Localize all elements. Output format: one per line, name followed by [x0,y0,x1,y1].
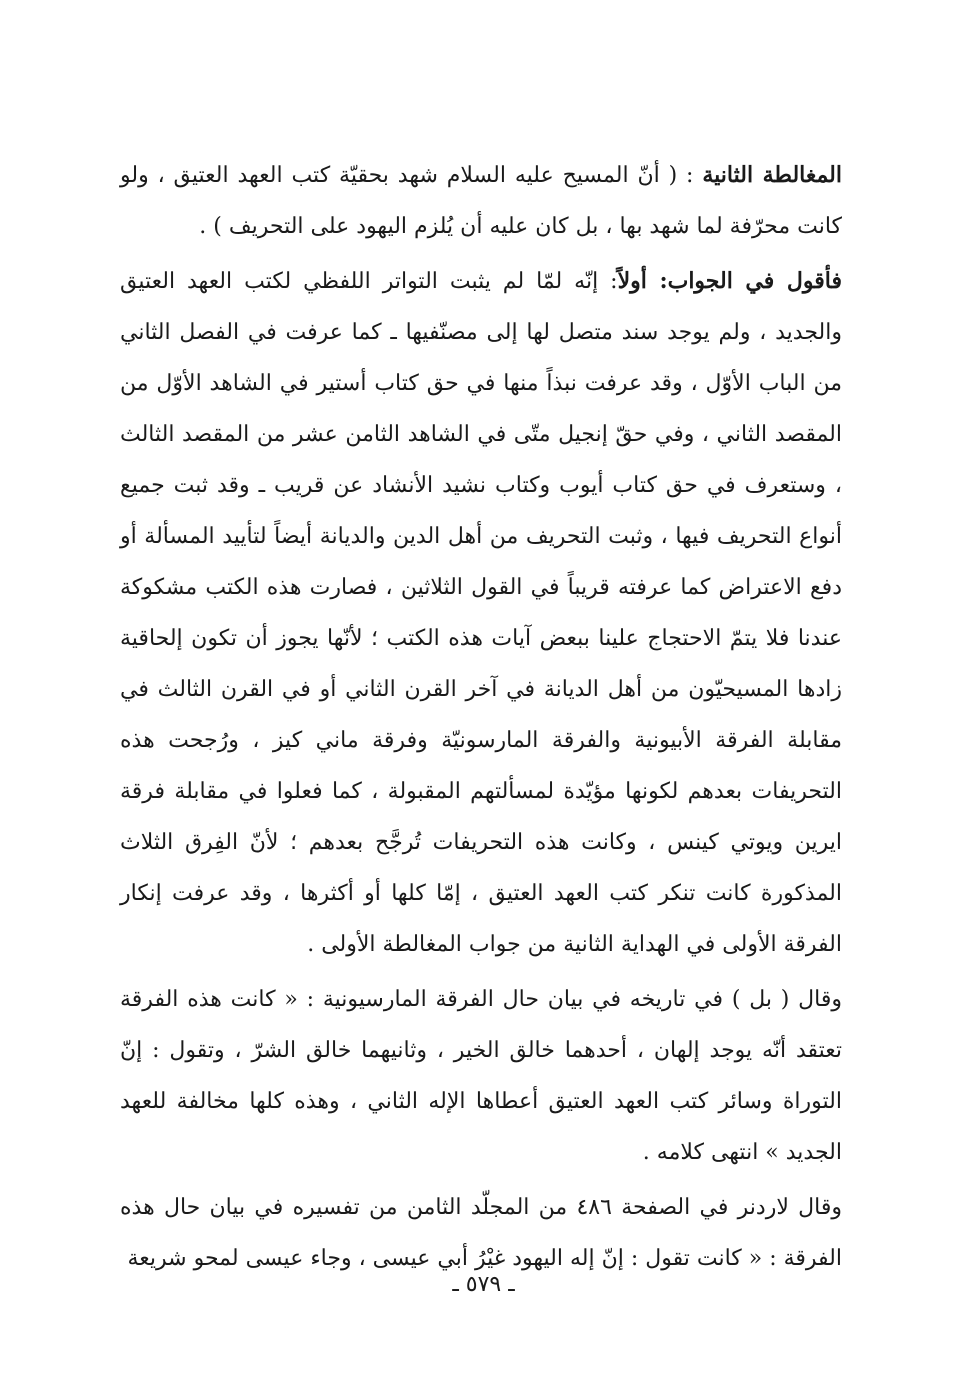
heading-answer-first: فأقول في الجواب: أولاً [617,268,842,294]
paragraph-bell-quote [120,974,842,1178]
page-body [120,150,842,1284]
page-number [0,1272,967,1297]
paragraph-text: : إنّه لمّا لم يثبت التواتر اللفظي لكتب العهد العتيق والجديد ، ولم يوجد سند متصل لها إلى مصنّفيها ـ كما عرفت في الفصل الثاني من الباب الأوّل ، وقد عرفت نبذاً منها في حق كتاب أستير في الشاهد الأوّل من المقصد الثاني ، وفي حقّ إنجيل متّى في الشاهد الثامن عشر من المقصد الثالث ، وستعرف في حق كتاب أيوب وكتاب نشيد الأنشاد عن قريب ـ وقد ثبت جميع أنواع التحريف فيها ، وثبت التحريف من أهل الدين والديانة أيضاً لتأييد المسألة أو دفع الاعتراض كما عرفته قريباً في القول الثلاثين ، فصارت هذه الكتب مشكوكة عندنا فلا يتمّ الاحتجاج علينا ببعض آيات هذه الكتب ؛ لأنّها يجوز أن تكون إلحاقية زادها المسيحيّون من أهل الديانة في آخر القرن الثاني أو في القرن الثالث في مقابلة الفرقة الأبيونية والفرقة المارسونيّة وفرقة ماني كيز ، ورُجحت هذه التحريفات بعدهم لكونها مؤيّدة لمسألتهم المقبولة ، كما فعلوا في مقابلة فرقة ايرين ويوتي كينس ، وكانت هذه التحريفات تُرجَّح بعدهم ؛ لأنّ الفِرق الثلاث المذكورة كانت تنكر كتب العهد العتيق ، إمّا كلها أو أكثرها ، وقد عرفت إنكار الفرقة الأولى في الهداية الثانية من جواب المغالطة الأولى . [120,269,842,957]
paragraph-text: وقال لاردنر في الصفحة ٤٨٦ من المجلّد الثامن من تفسيره في بيان حال هذه الفرقة : « كانت تقول : إنّ إله اليهود غيْرُ أبي عيسى ، وجاء عيسى لمحو شريعة [120,1195,842,1271]
paragraph-answer [120,256,842,970]
heading-second-fallacy: المغالطة الثانية [702,162,842,188]
page-number-text: ـ ٥٧٩ ـ [452,1272,515,1297]
paragraph-second-fallacy [120,150,842,252]
paragraph-text: وقال ( بل ) في تاريخه في بيان حال الفرقة المارسيونية : « كانت هذه الفرقة تعتقد أنّه يوجد إلهان ، أحدهما خالق الخير ، وثانيهما خالق الشرّ ، وتقول : إنّ التوراة وسائر كتب العهد العتيق أعطاها الإله الثاني ، وهذه كلها مخالفة للعهد الجديد » انتهى كلامه . [120,987,842,1165]
paragraph-text: : ( أنّ المسيح عليه السلام شهد بحقيّة كتب العهد العتيق ، ولو كانت محرّفة لما شهد بها ، بل كان عليه أن يُلزم اليهود على التحريف ) . [120,163,842,239]
paragraph-lardner-quote [120,1182,842,1284]
